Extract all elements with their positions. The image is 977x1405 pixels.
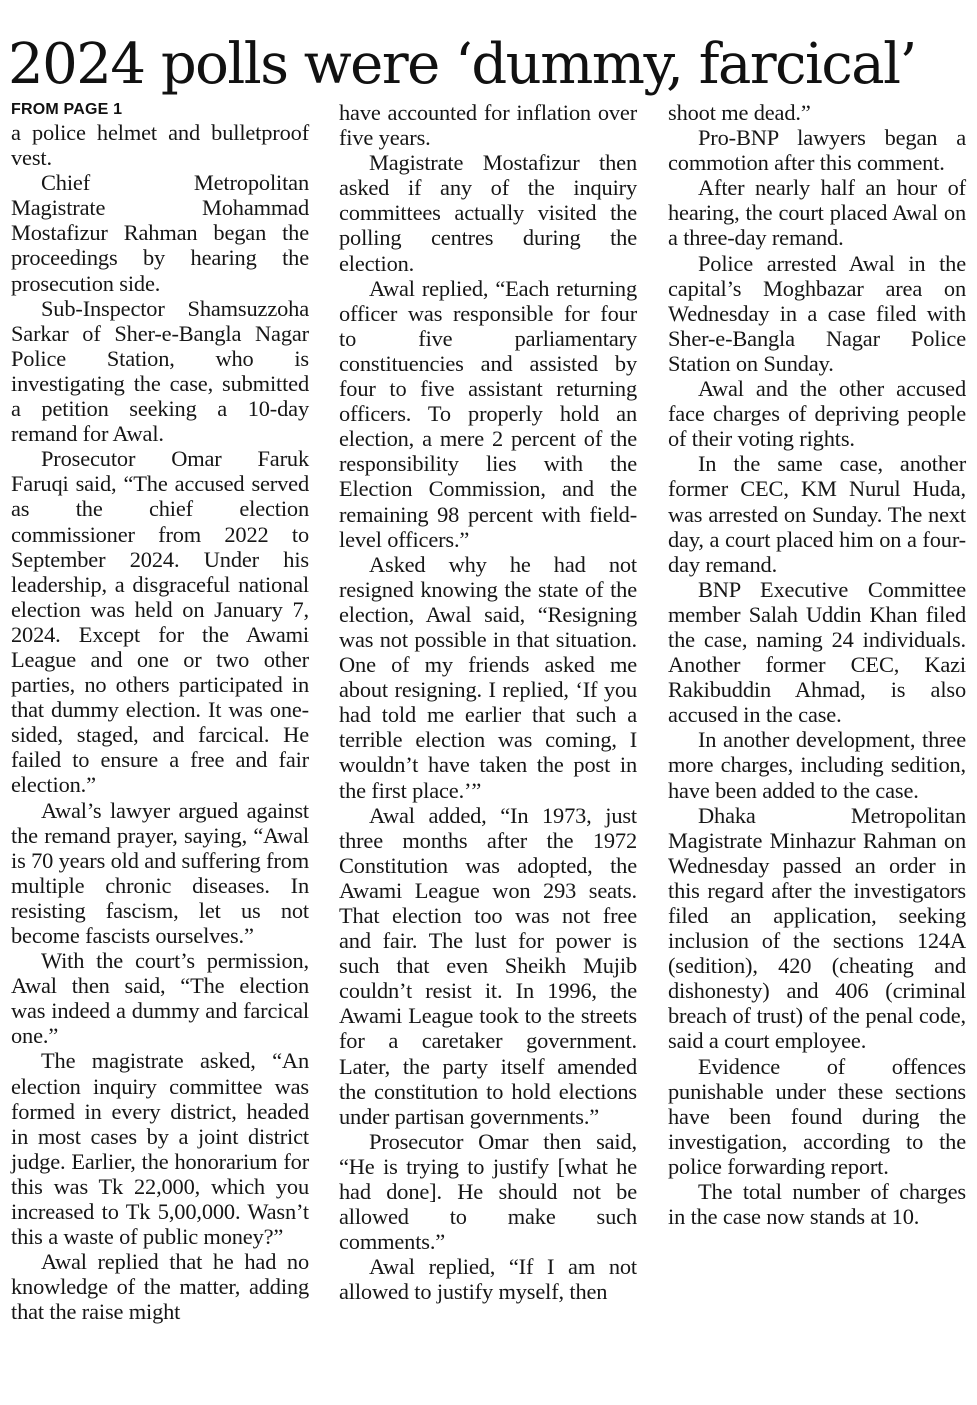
article-column-1 xyxy=(11,100,309,1325)
paragraph: Pro-BNP lawyers began a commotion after this comment. xyxy=(668,125,966,176)
paragraph: BNP Executive Committee member Salah Uddin Khan filed the case, naming 24 individuals. Another former CEC, Kazi Rakibuddin Ahmad, is also accused in the case. xyxy=(668,576,966,728)
paragraph: Awal replied that he had no knowledge of the matter, adding that the raise might xyxy=(11,1249,309,1325)
paragraph: In another development, three more charges, including sedition, have been added to the case. xyxy=(668,727,966,803)
paragraph: a police helmet and bulletproof vest. xyxy=(11,120,309,171)
paragraph: Prosecutor Omar Faruk Faruqi said, “The accused served as the chief election commissioner from 2022 to September 2024. Under his leadership, a disgraceful national election was held on January 7, 2024. Except for the Awami League and one or two other parties, no others participated in that dummy election. It was one-sided, staged, and farcical. He failed to ensure a free and fair election.” xyxy=(11,446,309,798)
headline: 2024 polls were ‘dummy, farcical’ xyxy=(8,32,916,97)
jump-label: FROM PAGE 1 xyxy=(11,101,123,118)
paragraph: The total number of charges in the case now stands at 10. xyxy=(668,1179,966,1230)
article-column-3 xyxy=(668,100,966,1229)
paragraph: Awal replied, “Each returning officer was responsible for four to five parliamentary constituencies and assisted by four to five assistant returning officers. To properly hold an election, a mere 2 percent of the responsibility lies with the Election Commission, and the remaining 98 percent with field-level officers.” xyxy=(339,275,637,552)
paragraph: The magistrate asked, “An election inquiry committee was formed in every district, headed in most cases by a joint district judge. Earlier, the honorarium for this was Tk 22,000, which you increased to Tk 5,00,000. Wasn’t this a waste of public money?” xyxy=(11,1048,309,1250)
paragraph: With the court’s permission, Awal then said, “The election was indeed a dummy and farcical one.” xyxy=(11,948,309,1049)
paragraph: After nearly half an hour of hearing, the court placed Awal on a three-day remand. xyxy=(668,175,966,251)
paragraph: have accounted for inflation over five years. xyxy=(339,100,637,151)
paragraph: Magistrate Mostafizur then asked if any of the inquiry committees actually visited the polling centres during the election. xyxy=(339,150,637,276)
paragraph: Dhaka Metropolitan Magistrate Minhazur Rahman on Wednesday passed an order in this regard after the investigators filed an application, seeking inclusion of the sections 124A (sedition), 420 (cheating and dishonesty) and 406 (criminal breach of trust) of the penal code, said a court employee. xyxy=(668,802,966,1054)
paragraph: In the same case, another former CEC, KM Nurul Huda, was arrested on Sunday. The next day, a court placed him on a four-day remand. xyxy=(668,451,966,577)
paragraph: Police arrested Awal in the capital’s Moghbazar area on Wednesday in a case filed with Sher-e-Bangla Nagar Police Station on Sunday. xyxy=(668,250,966,376)
paragraph: Awal added, “In 1973, just three months after the 1972 Constitution was adopted, the Awami League won 293 seats. That election too was not free and fair. The lust for power is such that even Sheikh Mujib couldn’t resist it. In 1996, the Awami League took to the streets for a caretaker government. Later, the party itself amended the constitution to hold elections under partisan governments.” xyxy=(339,802,637,1129)
paragraph: Awal and the other accused face charges of depriving people of their voting rights. xyxy=(668,376,966,452)
paragraph: Sub-Inspector Shamsuzzoha Sarkar of Sher-e-Bangla Nagar Police Station, who is investigating the case, submitted a petition seeking a 10-day remand for Awal. xyxy=(11,295,309,447)
paragraph: Evidence of offences punishable under these sections have been found during the investigation, according to the police forwarding report. xyxy=(668,1053,966,1179)
paragraph: Prosecutor Omar then said, “He is trying to justify [what he had done]. He should not be allowed to make such comments.” xyxy=(339,1128,637,1255)
paragraph: Awal replied, “If I am not allowed to justify myself, then xyxy=(339,1254,637,1305)
article-column-2 xyxy=(339,100,637,1305)
paragraph: Chief Metropolitan Magistrate Mohammad Mostafizur Rahman began the proceedings by hearing the prosecution side. xyxy=(11,170,309,296)
paragraph: Awal’s lawyer argued against the remand prayer, saying, “Awal is 70 years old and suffering from multiple chronic diseases. In resisting fascism, let us not become fascists ourselves.” xyxy=(11,797,309,948)
paragraph: Asked why he had not resigned knowing the state of the election, Awal said, “Resigning was not possible in that situation. One of my friends asked me about resigning. I replied, ‘If you had told me earlier that such a terrible election was coming, I wouldn’t have taken the post in the first place.’” xyxy=(339,551,637,803)
paragraph: shoot me dead.” xyxy=(668,100,811,125)
